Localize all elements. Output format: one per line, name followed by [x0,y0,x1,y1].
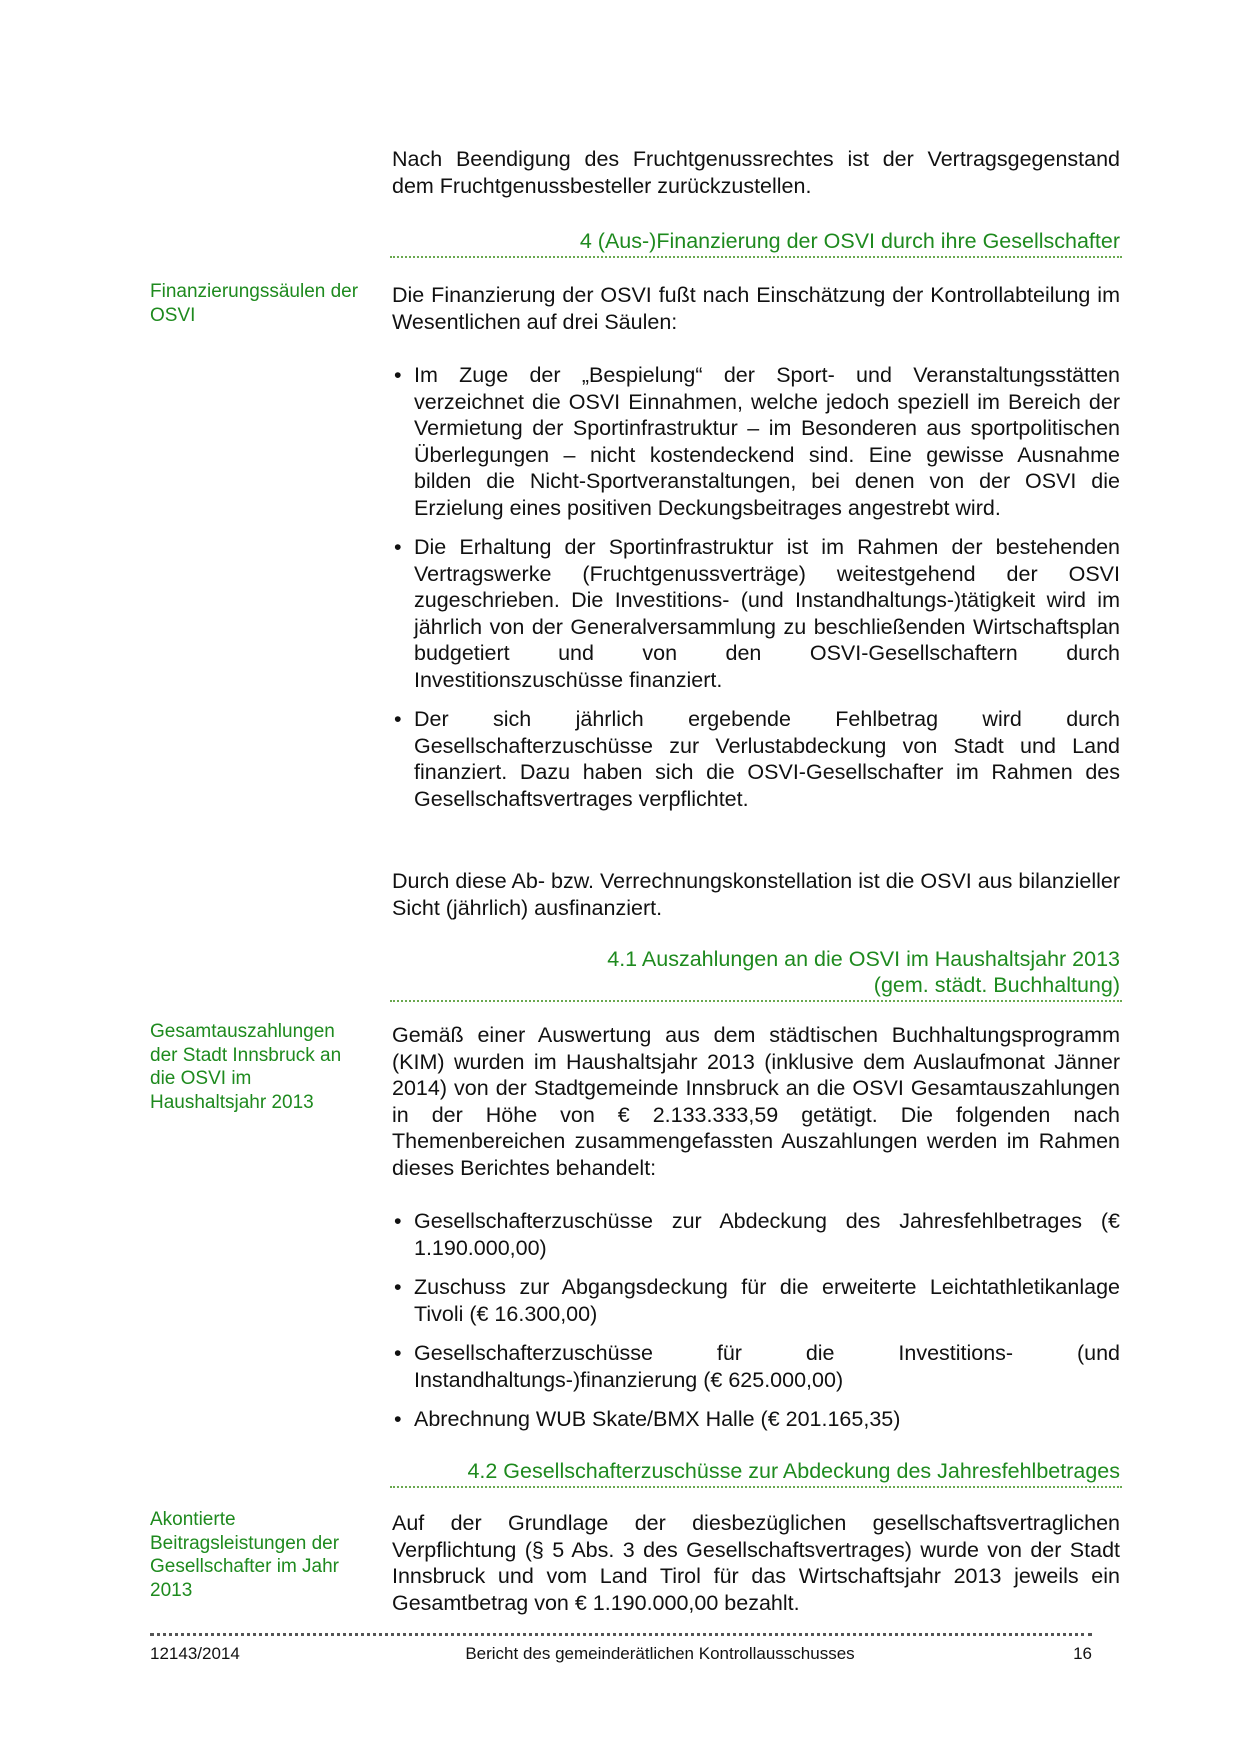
page-number: 16 [1073,1644,1092,1663]
section-4-bullet-list [392,362,1120,825]
section-4-2-text: Auf der Grundlage der diesbezüglichen gesellschaftsvertraglichen Verpflichtung (§ 5 Abs. 3 des Gesellschaftsvertrages) wurde von der Stadt Innsbruck und vom Land Tirol für das Wirtschaftsjahr 2013 jeweils ein Gesamtbetrag von € 1.190.000,00 bezahlt. [392,1511,1120,1615]
bullet-icon: • [394,535,402,559]
list-item: • Der sich jährlich ergebende Fehlbetrag wird durch Gesellschafterzuschüsse zur Verlustabdeckung von Stadt und Land finanziert. Dazu haben sich die OSVI-Gesellschafter im Rahmen des Gesellschaftsvertrages verpflichtet. [394,707,1120,811]
bullet-icon: • [394,1407,402,1431]
section-4-2-divider [390,1486,1122,1488]
list-item: • Die Erhaltung der Sportinfrastruktur ist im Rahmen der bestehenden Vertragswerke (Fruchtgenussverträge) weitestgehend der OSVI zugeschrieben. Die Investitions- (und Instandhaltungs-)tätigkeit wird im jährlich von der Generalversammlung zu beschließenden Wirtschaftsplan budgetiert und von den OSVI-Gesellschaftern durch Investitionszuschüsse finanziert. [394,535,1120,692]
section-4-1-heading [392,946,1120,998]
section-4-1-heading-line2: (gem. städt. Buchhaltung) [873,973,1120,997]
margin-note-akontierte-beitragsleistungen: Akontierte Beitragsleistungen der Gesellschafter im Jahr 2013 [150,1509,340,1601]
list-item: • Zuschuss zur Abgangsdeckung für die erweiterte Leichtathletikanlage Tivoli (€ 16.300,00) [394,1275,1120,1326]
bullet-icon: • [394,363,402,387]
section-4-divider [390,256,1122,258]
section-4-intro: Die Finanzierung der OSVI fußt nach Einschätzung der Kontrollabteilung im Wesentlichen auf drei Säulen: [392,283,1120,334]
bullet-icon: • [394,1209,402,1233]
list-item: • Abrechnung WUB Skate/BMX Halle (€ 201.165,35) [394,1407,901,1431]
section-4-closing: Durch diese Ab- bzw. Verrechnungskonstellation ist die OSVI aus bilanzieller Sicht (jährlich) ausfinanziert. [392,869,1120,920]
section-4-heading: 4 (Aus-)Finanzierung der OSVI durch ihre Gesellschafter [579,229,1120,253]
margin-note-gesamtauszahlungen: Gesamtauszahlungen der Stadt Innsbruck an die OSVI im Haushaltsjahr 2013 [150,1021,342,1113]
list-item: • Gesellschafterzuschüsse für die Investitions- (und Instandhaltungs-)finanzierung (€ 625.000,00) [394,1341,1120,1392]
bullet-icon: • [394,707,402,731]
paragraph-fruchtgenuss-end: Nach Beendigung des Fruchtgenussrechtes ist der Vertragsgegenstand dem Fruchtgenussbesteller zurückzustellen. [392,147,1120,198]
list-item: • Im Zuge der „Bespielung“ der Sport- und Veranstaltungsstätten verzeichnet die OSVI Einnahmen, welche jedoch speziell im Bereich der Vermietung der Sportinfrastruktur – im Besonderen aus sportpolitischen Überlegungen – nicht kostendeckend sind. Eine gewisse Ausnahme bilden die Nicht-Sportveranstaltungen, bei denen von der OSVI die Erzielung eines positiven Deckungsbeitrages angestrebt wird. [394,363,1120,520]
section-4-1-heading-line1: 4.1 Auszahlungen an die OSVI im Haushaltsjahr 2013 [607,947,1120,971]
section-4-2-heading: 4.2 Gesellschafterzuschüsse zur Abdeckung des Jahresfehlbetrages [467,1459,1120,1483]
section-4-1-intro: Gemäß einer Auswertung aus dem städtischen Buchhaltungsprogramm (KIM) wurden im Haushaltsjahr 2013 (inklusive dem Auslaufmonat Jänner 2014) von der Stadtgemeinde Innsbruck an die OSVI Gesamtauszahlungen in der Höhe von € 2.133.333,59 getätigt. Die folgenden nach Themenbereichen zusammengefassten Auszahlungen werden im Rahmen dieses Berichtes behandelt: [392,1023,1120,1180]
footer-divider [150,1633,1092,1636]
bullet-icon: • [394,1341,402,1365]
section-4-1-divider [390,1000,1122,1002]
margin-note-finanzierungssaeulen: Finanzierungssäulen der OSVI [150,281,359,326]
section-4-1-bullet-list [392,1208,1120,1446]
bullet-icon: • [394,1275,402,1299]
list-item: • Gesellschafterzuschüsse zur Abdeckung des Jahresfehlbetrages (€ 1.190.000,00) [394,1209,1120,1260]
footer-report-title: Bericht des gemeinderätlichen Kontrollausschusses [465,1644,855,1663]
footer-report-number: 12143/2014 [150,1644,240,1663]
